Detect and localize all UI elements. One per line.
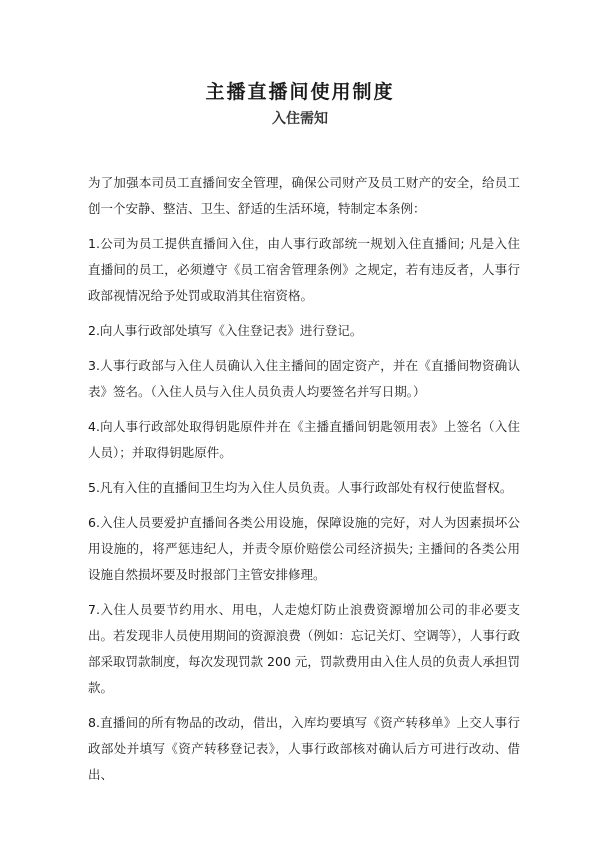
document-body bbox=[88, 170, 520, 797]
document-subtitle: 入住需知 bbox=[272, 111, 328, 127]
rule-3-paragraph: 3.人事行政部与入住人员确认入住主播间的固定资产，并在《直播间物资确认表》签名。（入住人员与入住人员负责人均要签名并写日期。） bbox=[88, 358, 520, 399]
rule-7-paragraph: 7.入住人员要节约用水、用电，人走熄灯防止浪费资源增加公司的非必要支出。若发现非人员使用期间的资源浪费（例如：忘记关灯、空调等），人事行政部采取罚款制度，每次发现罚款 200 元，罚款费用由入住人员的负责人承担罚款。 bbox=[88, 602, 520, 695]
rule-8-paragraph: 8.直播间的所有物品的改动，借出，入库均要填写《资产转移单》上交人事行政部处并填写《资产转移登记表》，人事行政部核对确认后方可进行改动、借出、 bbox=[88, 715, 520, 782]
rule-2-paragraph: 2.向人事行政部处填写《入住登记表》进行登记。 bbox=[88, 323, 363, 338]
rule-6-paragraph: 6.入住人员要爱护直播间各类公用设施，保障设施的完好，对人为因素损坏公用设施的，将严惩违纪人，并责令原价赔偿公司经济损失; 主播间的各类公用设施自然损坏要及时报部门主管安排修理。 bbox=[88, 515, 520, 582]
intro-paragraph: 为了加强本司员工直播间安全管理，确保公司财产及员工财产的安全，给员工创一个安静、整洁、卫生、舒适的生活环境，特制定本条例： bbox=[88, 175, 520, 216]
rule-4-paragraph: 4.向人事行政部处取得钥匙原件并在《主播直播间钥匙领用表》上签名（入住人员）；并取得钥匙原件。 bbox=[88, 419, 520, 460]
rule-5-paragraph: 5.凡有入住的直播间卫生均为入住人员负责。人事行政部处有权行使监督权。 bbox=[88, 480, 513, 495]
document-title: 主播直播间使用制度 bbox=[205, 81, 395, 103]
rule-1-paragraph: 1.公司为员工提供直播间入住，由人事行政部统一规划入住直播间; 凡是入住直播间的员工，必须遵守《员工宿舍管理条例》之规定，若有违反者，人事行政部视情况给予处罚或取消其住宿资格。 bbox=[88, 236, 520, 303]
